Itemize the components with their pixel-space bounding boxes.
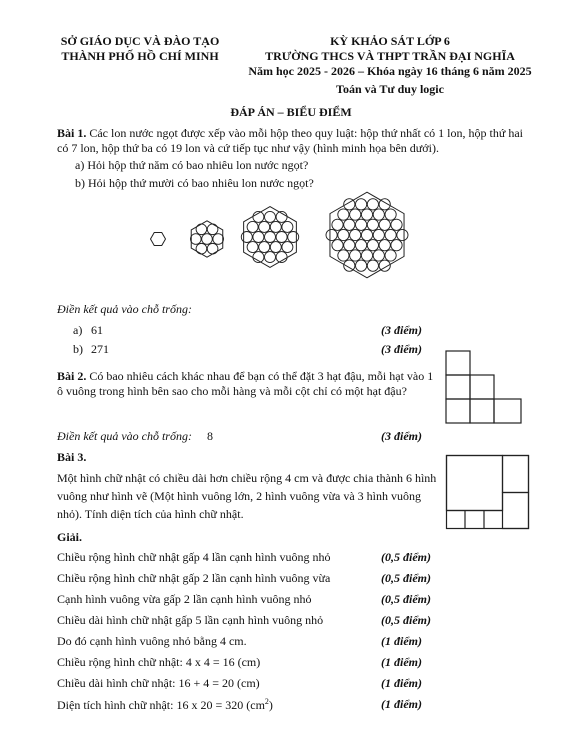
- solution-step-text: Chiều rộng hình chữ nhật: 4 x 4 = 16 (cm): [57, 655, 261, 669]
- page-title: ĐÁP ÁN – BIỂU ĐIỂM: [230, 105, 352, 119]
- bai1-statement: Các lon nước ngọt được xếp vào mỗi hộp theo quy luật: hộp thứ nhất có 1 lon, hộp thứ hai có 7 lon, hộp thứ ba có 19 lon và cứ tiếp tục như vậy (hình minh họa bên dưới).: [57, 126, 523, 155]
- solution-step-score: (1 điểm): [381, 697, 422, 711]
- can: [344, 219, 355, 230]
- can: [264, 211, 275, 222]
- can: [379, 219, 390, 230]
- can: [361, 250, 372, 261]
- bai1-question-a: a) Hỏi hộp thứ năm có bao nhiêu lon nước ngọt?: [75, 158, 309, 172]
- can: [332, 219, 343, 230]
- can: [213, 234, 224, 245]
- can: [276, 231, 287, 242]
- solution-step-text: Chiều rộng hình chữ nhật gấp 4 lần cạnh hình vuông nhỏ: [57, 550, 331, 564]
- solution-step-text: Chiều rộng hình chữ nhật gấp 2 lần cạnh hình vuông vừa: [57, 571, 331, 585]
- bai1-question-b: b) Hỏi hộp thứ mười có bao nhiêu lon nước ngọt?: [75, 176, 314, 190]
- can: [373, 209, 384, 220]
- can: [196, 243, 207, 254]
- can: [332, 240, 343, 251]
- can: [338, 250, 349, 261]
- can: [207, 224, 218, 235]
- can: [344, 240, 355, 251]
- can: [367, 219, 378, 230]
- can: [397, 229, 408, 240]
- bai3-label: Bài 3.: [57, 450, 87, 464]
- can: [373, 229, 384, 240]
- can: [241, 231, 252, 242]
- solution-step-text: Chiều dài hình chữ nhật: 16 + 4 = 20 (cm): [57, 676, 260, 690]
- solution-step: [57, 571, 330, 586]
- can: [270, 221, 281, 232]
- solution-step: [57, 592, 311, 607]
- area-unit-superscript: 2: [264, 697, 269, 706]
- solution-step: [57, 613, 323, 628]
- can: [247, 242, 258, 253]
- can: [350, 250, 361, 261]
- solution-step-score: (0,5 điểm): [381, 592, 431, 606]
- bai1-answer-a-label: a): [73, 323, 83, 337]
- solution-step-score: (1 điểm): [381, 655, 422, 669]
- solution-step-text: Do đó cạnh hình vuông nhỏ bằng 4 cm.: [57, 634, 247, 648]
- can: [385, 209, 396, 220]
- can: [355, 219, 366, 230]
- solution-step-text: Chiều dài hình chữ nhật gấp 5 lần cạnh hình vuông nhỏ: [57, 613, 324, 627]
- can: [361, 209, 372, 220]
- can-box: [326, 192, 408, 278]
- box-outline: [191, 221, 223, 257]
- solution-step-score: (0,5 điểm): [381, 550, 431, 564]
- bai3-solution-label: Giải.: [57, 530, 83, 544]
- can: [391, 219, 402, 230]
- can: [282, 242, 293, 253]
- header-right-line1: KỲ KHẢO SÁT LỚP 6: [330, 34, 450, 48]
- bai1-fill-label: Điền kết quả vào chỗ trống:: [57, 302, 192, 316]
- solution-step: [57, 697, 273, 713]
- single-can-hexagon: [151, 233, 166, 246]
- bai1-answer-a: 61: [91, 323, 103, 337]
- solution-step: [57, 676, 260, 691]
- bai1-text: [57, 126, 527, 156]
- can: [264, 231, 275, 242]
- box-outline: [244, 207, 297, 268]
- bai2-answer: 8: [207, 429, 213, 443]
- can: [196, 224, 207, 235]
- can: [355, 240, 366, 251]
- can: [338, 229, 349, 240]
- can: [270, 242, 281, 253]
- can-box: [241, 207, 298, 268]
- solution-step: [57, 550, 330, 565]
- bai1-answer-b-label: b): [73, 342, 83, 356]
- can: [367, 199, 378, 210]
- can: [253, 231, 264, 242]
- can: [259, 221, 270, 232]
- header-right-line3: Năm học 2025 - 2026 – Khóa ngày 16 tháng 6 năm 2025: [248, 64, 532, 78]
- solution-step-score: (1 điểm): [381, 676, 422, 690]
- can: [361, 229, 372, 240]
- rectangle-squares-figure: [446, 455, 536, 535]
- bai2-fill-label: Điền kết quả vào chỗ trống:: [57, 429, 192, 443]
- can: [288, 231, 299, 242]
- can: [207, 243, 218, 254]
- can: [367, 260, 378, 271]
- can: [385, 229, 396, 240]
- solution-step-score: (0,5 điểm): [381, 571, 431, 585]
- can: [326, 229, 337, 240]
- hex-cans-figure: [0, 190, 582, 290]
- solution-step: [57, 634, 247, 649]
- area-unit-close-paren: ): [268, 698, 273, 712]
- bai2-text: [57, 369, 437, 399]
- can: [373, 250, 384, 261]
- can: [367, 240, 378, 251]
- can: [282, 221, 293, 232]
- header-left-line1: SỞ GIÁO DỤC VÀ ĐÀO TẠO: [60, 34, 220, 48]
- can: [350, 229, 361, 240]
- bai1-answer-b: 271: [91, 342, 109, 356]
- can: [202, 234, 213, 245]
- solution-step: [57, 655, 260, 670]
- bai2-score: (3 điểm): [381, 429, 422, 443]
- bai1-label: Bài 1.: [57, 126, 87, 140]
- can: [190, 234, 201, 245]
- can: [385, 250, 396, 261]
- solution-step-text: Cạnh hình vuông vừa gấp 2 lần cạnh hình vuông nhỏ: [57, 592, 312, 606]
- can: [355, 260, 366, 271]
- can: [391, 240, 402, 251]
- header-subject: Toán và Tư duy logic: [336, 82, 444, 96]
- can: [379, 240, 390, 251]
- solution-step-text: Diện tích hình chữ nhật: 16 x 20 = 320 (cm: [57, 698, 265, 712]
- solution-step-score: (0,5 điểm): [381, 613, 431, 627]
- can: [259, 242, 270, 253]
- can: [350, 209, 361, 220]
- bai3-statement: Một hình chữ nhật có chiều dài hơn chiều rộng 4 cm và được chia thành 6 hình vuông như hình vẽ (Một hình vuông lớn, 2 hình vuông vừa và 3 hình vuông nhỏ). Tính diện tích của hình chữ nhật.: [57, 471, 437, 521]
- bai2-statement: Có bao nhiêu cách khác nhau để bạn có thể đặt 3 hạt đậu, mỗi hạt vào 1 ô vuông trong hình bên sao cho mỗi hàng và mỗi cột chỉ có một hạt đậu?: [57, 369, 434, 398]
- header-left-line2: THÀNH PHỐ HỒ CHÍ MINH: [61, 49, 219, 63]
- header-right-line2: TRƯỜNG THCS VÀ THPT TRẦN ĐẠI NGHĨA: [265, 49, 515, 63]
- bai1-score-a: (3 điểm): [381, 323, 422, 337]
- can-box: [190, 221, 223, 257]
- bai1-score-b: (3 điểm): [381, 342, 422, 356]
- can: [338, 209, 349, 220]
- can: [355, 199, 366, 210]
- bai2-label: Bài 2.: [57, 369, 87, 383]
- solution-step-score: (1 điểm): [381, 634, 422, 648]
- staircase-grid-figure: [445, 350, 535, 430]
- can: [247, 221, 258, 232]
- can: [264, 252, 275, 263]
